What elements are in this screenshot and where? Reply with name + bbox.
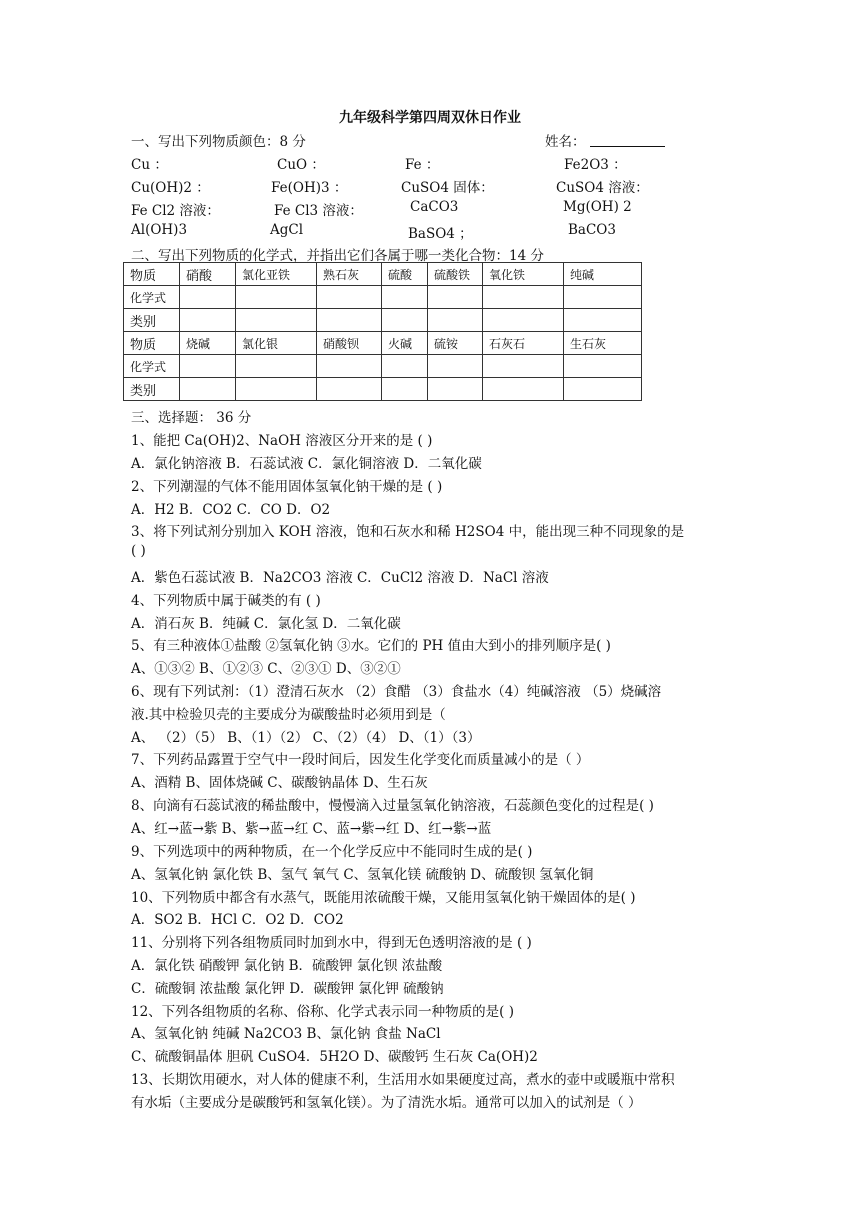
question-line: 1、能把 Ca(OH)2、NaOH 溶液区分开来的是 ( ) (131, 433, 433, 449)
question-line: 7、下列药品露置于空气中一段时间后，因发生化学变化而质量减小的是（ ） (131, 752, 590, 768)
table-header-cell: 烧碱 (180, 332, 236, 355)
color-item: Fe(OH)3 ： (271, 180, 348, 196)
table-row (124, 309, 642, 332)
table-header-cell: 石灰石 (483, 332, 564, 355)
question-line: A．SO2 B．HCl C．O2 D．CO2 (131, 912, 344, 928)
name-label: 姓名： (545, 134, 586, 150)
table-header-cell: 硝酸钡 (317, 332, 382, 355)
question-line: 13、长期饮用硬水，对人体的健康不利，生活用水如果硬度过高，煮水的壶中或暖瓶中常积 (131, 1072, 675, 1088)
row-label: 类别 (124, 309, 180, 332)
color-item: Fe Cl2 溶液： (131, 203, 220, 219)
answer-cell[interactable] (382, 378, 428, 401)
answer-cell[interactable] (180, 355, 236, 378)
question-line: A．H2 B．CO2 C．CO D．O2 (131, 502, 331, 518)
question-line: 5、有三种液体①盐酸 ②氢氧化钠 ③水。它们的 PH 值由大到小的排列顺序是( ) (131, 638, 611, 654)
question-line: 液.其中检验贝壳的主要成分为碳酸盐时必须用到是（ (131, 707, 446, 723)
answer-cell[interactable] (382, 309, 428, 332)
question-line: A、 （2）（5） B、（1）（2） C、（2）（4） D、（1）（3） (131, 730, 481, 746)
answer-cell[interactable] (236, 378, 317, 401)
question-line: ( ) (131, 543, 146, 559)
question-line: A．紫色石蕊试液 B．Na2CO3 溶液 C．CuCl2 溶液 D．NaCl 溶液 (131, 570, 549, 586)
table-header-cell: 氧化铁 (483, 263, 564, 286)
row-label: 化学式 (124, 355, 180, 378)
answer-cell[interactable] (180, 378, 236, 401)
answer-cell[interactable] (236, 309, 317, 332)
answer-cell[interactable] (428, 309, 483, 332)
color-item: BaCO3 (568, 222, 616, 238)
question-line: 有水垢（主要成分是碳酸钙和氢氧化镁）。为了清洗水垢。通常可以加入的试剂是（ ） (131, 1095, 642, 1111)
table-header-cell: 物质 (124, 332, 180, 355)
color-row (131, 153, 751, 173)
question-line: 10、下列物质中都含有水蒸气，既能用浓硫酸干燥，又能用氢氧化钠干燥固体的是( ) (131, 890, 636, 906)
question-line: 9、下列选项中的两种物质，在一个化学反应中不能同时生成的是( ) (131, 844, 533, 860)
color-item: Fe ： (405, 157, 440, 173)
question-line: C、硫酸铜晶体 胆矾 CuSO4．5H2O D、碳酸钙 生石灰 Ca(OH)2 (131, 1049, 538, 1065)
answer-cell[interactable] (236, 286, 317, 309)
color-item: Mg(OH) 2 (563, 199, 632, 215)
table-header-cell: 物质 (124, 263, 180, 286)
answer-cell[interactable] (483, 378, 564, 401)
table-row (124, 378, 642, 401)
question-line: A、红→蓝→紫 B、紫→蓝→红 C、蓝→紫→红 D、红→紫→蓝 (131, 821, 492, 837)
table-header-cell: 火碱 (382, 332, 428, 355)
question-line: A．氯化钠溶液 B．石蕊试液 C．氯化铜溶液 D．二氧化碳 (131, 456, 482, 472)
row-label: 化学式 (124, 286, 180, 309)
answer-cell[interactable] (317, 355, 382, 378)
question-line: A、①③② B、①②③ C、②③① D、③②① (131, 661, 401, 677)
question-line: 2、下列潮湿的气体不能用固体氢氧化钠干燥的是 ( ) (131, 479, 443, 495)
answer-cell[interactable] (317, 378, 382, 401)
answer-cell[interactable] (382, 355, 428, 378)
answer-cell[interactable] (236, 355, 317, 378)
question-line: 6、现有下列试剂：（1）澄清石灰水 （2）食醋 （3）食盐水（4）纯碱溶液 （5）烧碱溶 (131, 684, 662, 700)
color-item: Fe2O3 ： (564, 157, 627, 173)
question-line: A、酒精 B、固体烧碱 C、碳酸钠晶体 D、生石灰 (131, 775, 428, 791)
answer-cell[interactable] (428, 378, 483, 401)
answer-cell[interactable] (317, 286, 382, 309)
color-item: Fe Cl3 溶液： (274, 203, 363, 219)
page-title: 九年级科学第四周双休日作业 (339, 110, 521, 126)
question-line: A、氢氧化钠 氯化铁 B、氢气 氧气 C、氢氧化镁 硫酸钠 D、硫酸钡 氢氧化铜 (131, 867, 594, 883)
answer-cell[interactable] (564, 286, 642, 309)
answer-cell[interactable] (564, 355, 642, 378)
question-line: C．硫酸铜 浓盐酸 氯化钾 D．碳酸钾 氯化钾 硫酸钠 (131, 981, 444, 997)
table-row (124, 355, 642, 378)
answer-cell[interactable] (180, 309, 236, 332)
answer-cell[interactable] (428, 286, 483, 309)
table-header-cell: 硝酸 (180, 263, 236, 286)
color-item: Cu ： (131, 157, 168, 173)
table-row (124, 263, 642, 286)
answer-cell[interactable] (483, 286, 564, 309)
table-header-cell: 硫铵 (428, 332, 483, 355)
color-row (131, 199, 751, 219)
table-row (124, 286, 642, 309)
row-label: 类别 (124, 378, 180, 401)
color-row (131, 176, 751, 196)
color-item: AgCl (270, 222, 304, 238)
table-header-cell: 硫酸铁 (428, 263, 483, 286)
question-line: A、氢氧化钠 纯碱 Na2CO3 B、氯化钠 食盐 NaCl (131, 1026, 441, 1042)
name-blank-line (590, 146, 665, 147)
table-header-cell: 硫酸 (382, 263, 428, 286)
color-item: CuSO4 溶液： (556, 180, 649, 196)
section3-heading: 三、选择题： 36 分 (131, 410, 252, 426)
question-line: 4、下列物质中属于碱类的有 ( ) (131, 593, 321, 609)
question-line: 8、向滴有石蕊试液的稀盐酸中，慢慢滴入过量氢氧化钠溶液，石蕊颜色变化的过程是( ) (131, 798, 654, 814)
question-line: A．氯化铁 硝酸钾 氯化钠 B．硫酸钾 氯化钡 浓盐酸 (131, 958, 443, 974)
answer-cell[interactable] (483, 309, 564, 332)
color-item: Cu(OH)2 ： (131, 180, 210, 196)
question-line: 12、下列各组物质的名称、俗称、化学式表示同一种物质的是( ) (131, 1004, 515, 1020)
formula-table (123, 262, 642, 401)
question-line: 3、将下列试剂分别加入 KOH 溶液，饱和石灰水和稀 H2SO4 中，能出现三种不同现象的是 (131, 524, 685, 540)
section2-heading: 二、写出下列物质的化学式，并指出它们各属于哪一类化合物：14 分 (131, 248, 544, 264)
answer-cell[interactable] (483, 355, 564, 378)
answer-cell[interactable] (564, 309, 642, 332)
color-item: CuO ： (277, 157, 325, 173)
color-row (131, 222, 751, 242)
color-item: CaCO3 (410, 199, 459, 215)
answer-cell[interactable] (564, 378, 642, 401)
answer-cell[interactable] (317, 309, 382, 332)
color-item: BaSO4 ； (408, 226, 473, 242)
color-item: CuSO4 固体： (401, 180, 494, 196)
table-header-cell: 熟石灰 (317, 263, 382, 286)
table-row (124, 332, 642, 355)
table-header-cell: 生石灰 (564, 332, 642, 355)
table-header-cell: 纯碱 (564, 263, 642, 286)
table-header-cell: 氯化亚铁 (236, 263, 317, 286)
question-line: 11、分别将下列各组物质同时加到水中，得到无色透明溶液的是 ( ) (131, 935, 532, 951)
answer-cell[interactable] (382, 286, 428, 309)
question-line: A．消石灰 B．纯碱 C．氯化氢 D．二氧化碳 (131, 616, 401, 632)
answer-cell[interactable] (428, 355, 483, 378)
answer-cell[interactable] (180, 286, 236, 309)
section1-heading: 一、写出下列物质颜色：8 分 (131, 134, 306, 150)
table-header-cell: 氯化银 (236, 332, 317, 355)
color-item: Al(OH)3 (131, 222, 188, 238)
